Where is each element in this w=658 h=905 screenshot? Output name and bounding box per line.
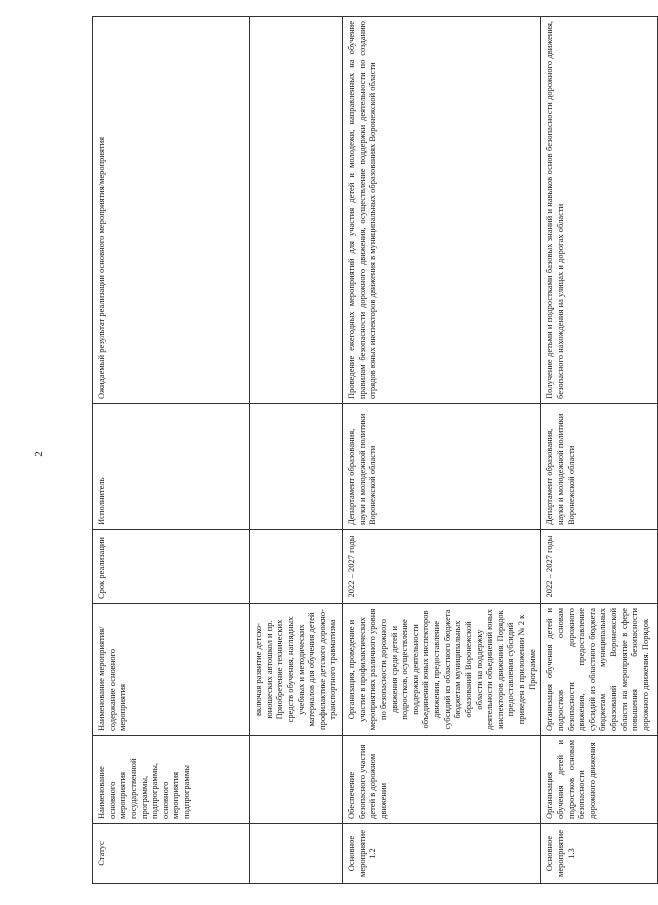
header-term: Срок реализации <box>93 530 250 604</box>
cell-status <box>250 824 343 884</box>
cell-executor <box>250 404 343 530</box>
page-number: 2 <box>32 451 45 457</box>
cell-name: Обеспечение безопасного участия детей в дорожном движении <box>343 736 541 824</box>
header-executor: Исполнитель <box>93 404 250 530</box>
header-content: Наименование мероприятия/содержание основного мероприятия <box>93 604 250 736</box>
header-status: Статус <box>93 824 250 884</box>
cell-term: 2022 – 2027 годы <box>343 530 541 604</box>
rotated-page <box>92 16 650 884</box>
cell-content: включая развитие детско-юношеских автошкол и пр. Приобретение технических средств обучения, наглядных учебных и методических материалов для обучения детей профилактике детского дорожно-транспортного травматизма <box>250 604 343 736</box>
header-result: Ожидаемый результат реализации основного мероприятия/мероприятия <box>93 17 250 404</box>
table-header-row <box>93 17 250 884</box>
table-row <box>541 17 658 884</box>
cell-status: Основное мероприятие 1.2 <box>343 824 541 884</box>
table-row <box>343 17 541 884</box>
cell-result: Получение детьми и подростками базовых знаний и навыков основ безопасности дорожного движения, безопасного нахождения на улицах и дорогах области <box>541 17 658 404</box>
header-name: Наименование основного мероприятия государственной программы, подпрограммы, основного мероприятия подпрограммы <box>93 736 250 824</box>
cell-executor: Департамент образования, науки и молодежной политики Воронежской области <box>343 404 541 530</box>
table-row <box>250 17 343 884</box>
cell-status: Основное мероприятие 1.3 <box>541 824 658 884</box>
cell-result: Проведение ежегодных мероприятий для участия детей и молодежи, направленных на обучение правилам безопасности дорожного движения, осуществление поддержки деятельности по созданию отрядов юных инспекторов движения в муниципальных образованиях Воронежской области <box>343 17 541 404</box>
cell-content: Организация, проведение и участие в профилактических мероприятиях различного уровня по безопасности дорожного движения среди детей и подростков, осуществление поддержки деятельности объединений юных инспекторов движения, предоставление субсидий из областного бюджета бюджетам муниципальных образований Воронежской области на поддержку деятельности объединений юных инспекторов движения. Порядок предоставления субсидий приведен в приложении № 2 к Программе <box>343 604 541 736</box>
cell-term <box>250 530 343 604</box>
cell-content: Организация обучения детей и подростков основам безопасности дорожного движения, предоставление субсидий из областного бюджета бюджетам муниципальных образований Воронежской области на мероприятие в сфере повышения безопасности дорожного движения. Порядок <box>541 604 658 736</box>
program-table <box>92 16 658 884</box>
cell-executor: Департамент образования, науки и молодежной политики Воронежской области <box>541 404 658 530</box>
table-container <box>92 16 650 884</box>
cell-result <box>250 17 343 404</box>
cell-term: 2022 – 2027 годы <box>541 530 658 604</box>
cell-name <box>250 736 343 824</box>
cell-name: Организация обучения детей и подростков основам безопасности дорожного движения <box>541 736 658 824</box>
